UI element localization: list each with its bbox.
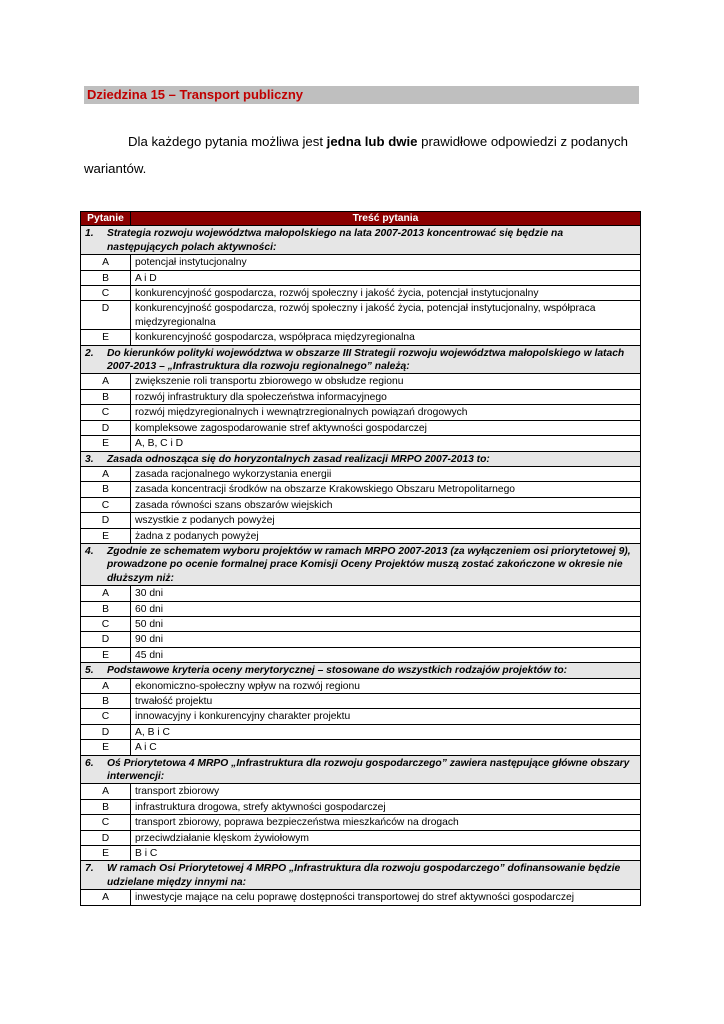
answer-row [81,482,641,497]
answer-row [81,678,641,693]
answer-row [81,846,641,861]
answer-row [81,724,641,739]
intro-paragraph [84,128,644,182]
answer-text: zasada koncentracji środków na obszarze Krakowskiego Obszaru Metropolitarnego [131,482,641,497]
question-number: 3. [85,453,94,465]
answer-row [81,601,641,616]
answer-letter: B [81,270,131,285]
answer-text: B i C [131,846,641,861]
answer-letter: B [81,694,131,709]
answer-letter: B [81,799,131,814]
answer-text: trwałość projektu [131,694,641,709]
answer-letter: B [81,601,131,616]
answer-letter: C [81,286,131,301]
section-heading: Dziedzina 15 – Transport publiczny [84,86,639,104]
answer-letter: C [81,815,131,830]
answer-text: inwestycje mające na celu poprawę dostępności transportowej do stref aktywności gospodarczej [131,890,641,905]
answer-row [81,586,641,601]
answer-row [81,286,641,301]
question-row [81,451,641,466]
answer-text: 60 dni [131,601,641,616]
answer-row [81,528,641,543]
answer-row [81,647,641,662]
answer-letter: A [81,374,131,389]
questions-body [81,226,641,905]
answer-letter: D [81,724,131,739]
answer-letter: A [81,255,131,270]
answer-row [81,513,641,528]
table-header-row [81,212,641,226]
answer-row [81,405,641,420]
question-row [81,345,641,374]
answer-text: A, B i C [131,724,641,739]
answer-text: wszystkie z podanych powyżej [131,513,641,528]
answer-row [81,270,641,285]
answer-text: przeciwdziałanie klęskom żywiołowym [131,830,641,845]
answer-text: infrastruktura drogowa, strefy aktywności gospodarczej [131,799,641,814]
answer-letter: D [81,632,131,647]
answer-text: A i C [131,740,641,755]
answer-text: rozwój infrastruktury dla społeczeństwa informacyjnego [131,389,641,404]
answer-letter: E [81,330,131,345]
answer-letter: E [81,846,131,861]
answer-text: 30 dni [131,586,641,601]
answer-text: 90 dni [131,632,641,647]
question-row [81,861,641,890]
answer-text: konkurencyjność gospodarcza, rozwój społeczny i jakość życia, potencjał instytucjonalny [131,286,641,301]
answer-letter: C [81,497,131,512]
answer-row [81,301,641,330]
answer-row [81,709,641,724]
question-row [81,226,641,255]
answer-row [81,497,641,512]
answer-text: A i D [131,270,641,285]
answer-text: transport zbiorowy, poprawa bezpieczeństwa mieszkańców na drogach [131,815,641,830]
answer-text: zasada racjonalnego wykorzystania energii [131,466,641,481]
answer-letter: B [81,389,131,404]
question-cell [81,451,641,466]
intro-text-before: Dla każdego pytania możliwa jest [128,134,327,149]
answer-text: zasada równości szans obszarów wiejskich [131,497,641,512]
question-cell [81,861,641,890]
answer-text: transport zbiorowy [131,784,641,799]
question-text: Do kierunków polityki województwa w obszarze III Strategii rozwoju województwa małopolskiego w latach 2007-2013 – „Infrastruktura dla rozwoju regionalnego” należą: [107,347,625,373]
answer-letter: A [81,466,131,481]
questions-table [80,211,641,906]
answer-row [81,616,641,631]
answer-text: ekonomiczno-społeczny wpływ na rozwój regionu [131,678,641,693]
question-text: Zasada odnosząca się do horyzontalnych zasad realizacji MRPO 2007-2013 to: [107,453,490,465]
question-cell [81,663,641,678]
question-text: Strategia rozwoju województwa małopolskiego na lata 2007-2013 koncentrować się będzie na następujących polach aktywności: [107,228,564,253]
header-question-number: Pytanie [81,212,131,226]
answer-text: żadna z podanych powyżej [131,528,641,543]
answer-text: konkurencyjność gospodarcza, rozwój społeczny i jakość życia, potencjał instytucjonalny, współpraca międzyregionalna [131,301,641,330]
answer-letter: A [81,678,131,693]
answer-letter: A [81,890,131,905]
question-cell [81,755,641,784]
answer-row [81,694,641,709]
question-number: 6. [85,757,94,769]
answer-letter: C [81,405,131,420]
answer-letter: C [81,616,131,631]
question-text: Podstawowe kryteria oceny merytorycznej – stosowane do wszystkich rodzajów projektów to: [107,665,568,677]
answer-text: konkurencyjność gospodarcza, współpraca międzyregionalna [131,330,641,345]
question-text: Oś Priorytetowa 4 MRPO „Infrastruktura dla rozwoju gospodarczego” zawiera następujące główne obszary interwencji: [107,757,630,783]
answer-row [81,330,641,345]
answer-letter: A [81,784,131,799]
answer-row [81,815,641,830]
answer-text: zwiększenie roli transportu zbiorowego w obsłudze regionu [131,374,641,389]
answer-row [81,784,641,799]
question-text: Zgodnie ze schematem wyboru projektów w ramach MRPO 2007-2013 (za wyłączeniem osi priorytetowej 9), prowadzone po ocenie formalnej prace Komisji Oceny Projektów muszą zostać zakończone w okresie nie dłuższym niż: [107,545,631,584]
answer-letter: D [81,420,131,435]
intro-text-bold: jedna lub dwie [326,134,418,149]
question-number: 4. [85,545,94,557]
answer-letter: E [81,740,131,755]
answer-row [81,830,641,845]
question-cell [81,543,641,585]
answer-row [81,436,641,451]
answer-letter: D [81,301,131,330]
answer-letter: E [81,436,131,451]
answer-text: rozwój międzyregionalnych i wewnątrzregionalnych powiązań drogowych [131,405,641,420]
answer-letter: B [81,482,131,497]
answer-text: innowacyjny i konkurencyjny charakter projektu [131,709,641,724]
answer-letter: E [81,647,131,662]
header-question-content: Treść pytania [131,212,641,226]
answer-letter: D [81,513,131,528]
answer-text: potencjał instytucjonalny [131,255,641,270]
answer-row [81,374,641,389]
answer-row [81,740,641,755]
answer-text: kompleksowe zagospodarowanie stref aktywności gospodarczej [131,420,641,435]
question-number: 1. [85,228,94,240]
answer-row [81,255,641,270]
answer-text: 45 dni [131,647,641,662]
question-text: W ramach Osi Priorytetowej 4 MRPO „Infrastruktura dla rozwoju gospodarczego” dofinansowanie będzie udzielane między innymi na: [107,863,621,888]
answer-row [81,420,641,435]
answer-row [81,890,641,905]
answer-row [81,389,641,404]
question-number: 5. [85,665,94,677]
answer-row [81,632,641,647]
answer-text: A, B, C i D [131,436,641,451]
question-row [81,543,641,585]
answer-text: 50 dni [131,616,641,631]
question-cell [81,226,641,255]
answer-row [81,466,641,481]
question-row [81,755,641,784]
answer-letter: A [81,586,131,601]
question-cell [81,345,641,374]
answer-letter: D [81,830,131,845]
intro-text-after: prawidłowe odpowiedzi z podanych wariantów. [84,134,628,176]
answer-letter: C [81,709,131,724]
question-number: 2. [85,347,94,359]
answer-row [81,799,641,814]
question-row [81,663,641,678]
question-number: 7. [85,863,94,875]
answer-letter: E [81,528,131,543]
